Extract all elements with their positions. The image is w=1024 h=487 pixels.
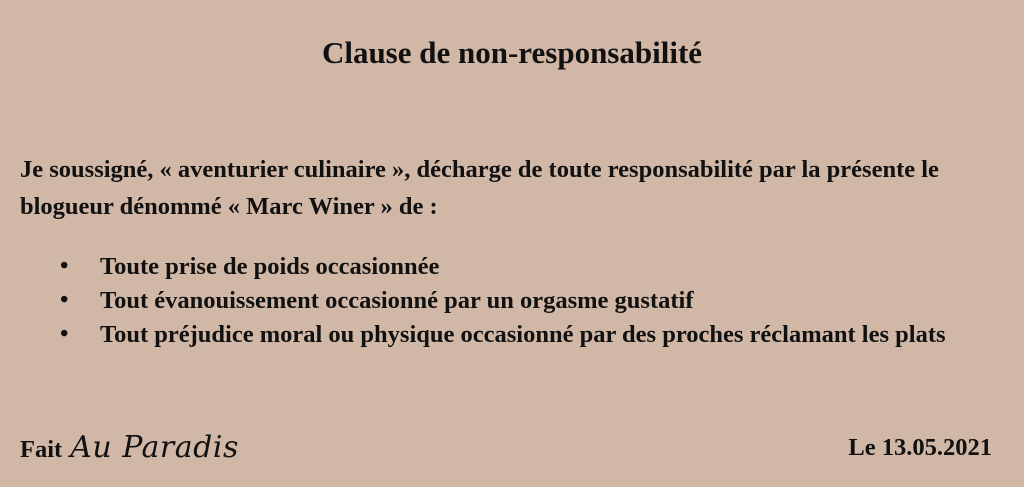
list-item xyxy=(60,316,1004,353)
bullet-icon: • xyxy=(60,321,69,347)
intro-paragraph: Je soussigné, « aventurier culinaire », décharge de toute responsabilité par la présente le blogueur dénommé « Marc Winer » de : xyxy=(20,156,939,220)
list-item xyxy=(60,282,1004,319)
bullet-icon: • xyxy=(60,253,69,279)
footer-place xyxy=(20,428,239,470)
fait-label: Fait xyxy=(20,436,63,463)
place-signature: Au Paradis xyxy=(70,430,239,465)
list-item-text: Tout évanouissement occasionné par un orgasme gustatif xyxy=(100,287,694,314)
list-item-text: Toute prise de poids occasionnée xyxy=(100,253,440,280)
list-item-text: Tout préjudice moral ou physique occasionné par des proches réclamant les plats xyxy=(100,321,946,348)
document-title: Clause de non-responsabilité xyxy=(321,35,703,70)
clause-list xyxy=(60,248,1004,353)
footer-date: Le 13.05.2021 xyxy=(848,434,992,461)
list-item xyxy=(60,248,1004,285)
bullet-icon: • xyxy=(60,287,69,313)
